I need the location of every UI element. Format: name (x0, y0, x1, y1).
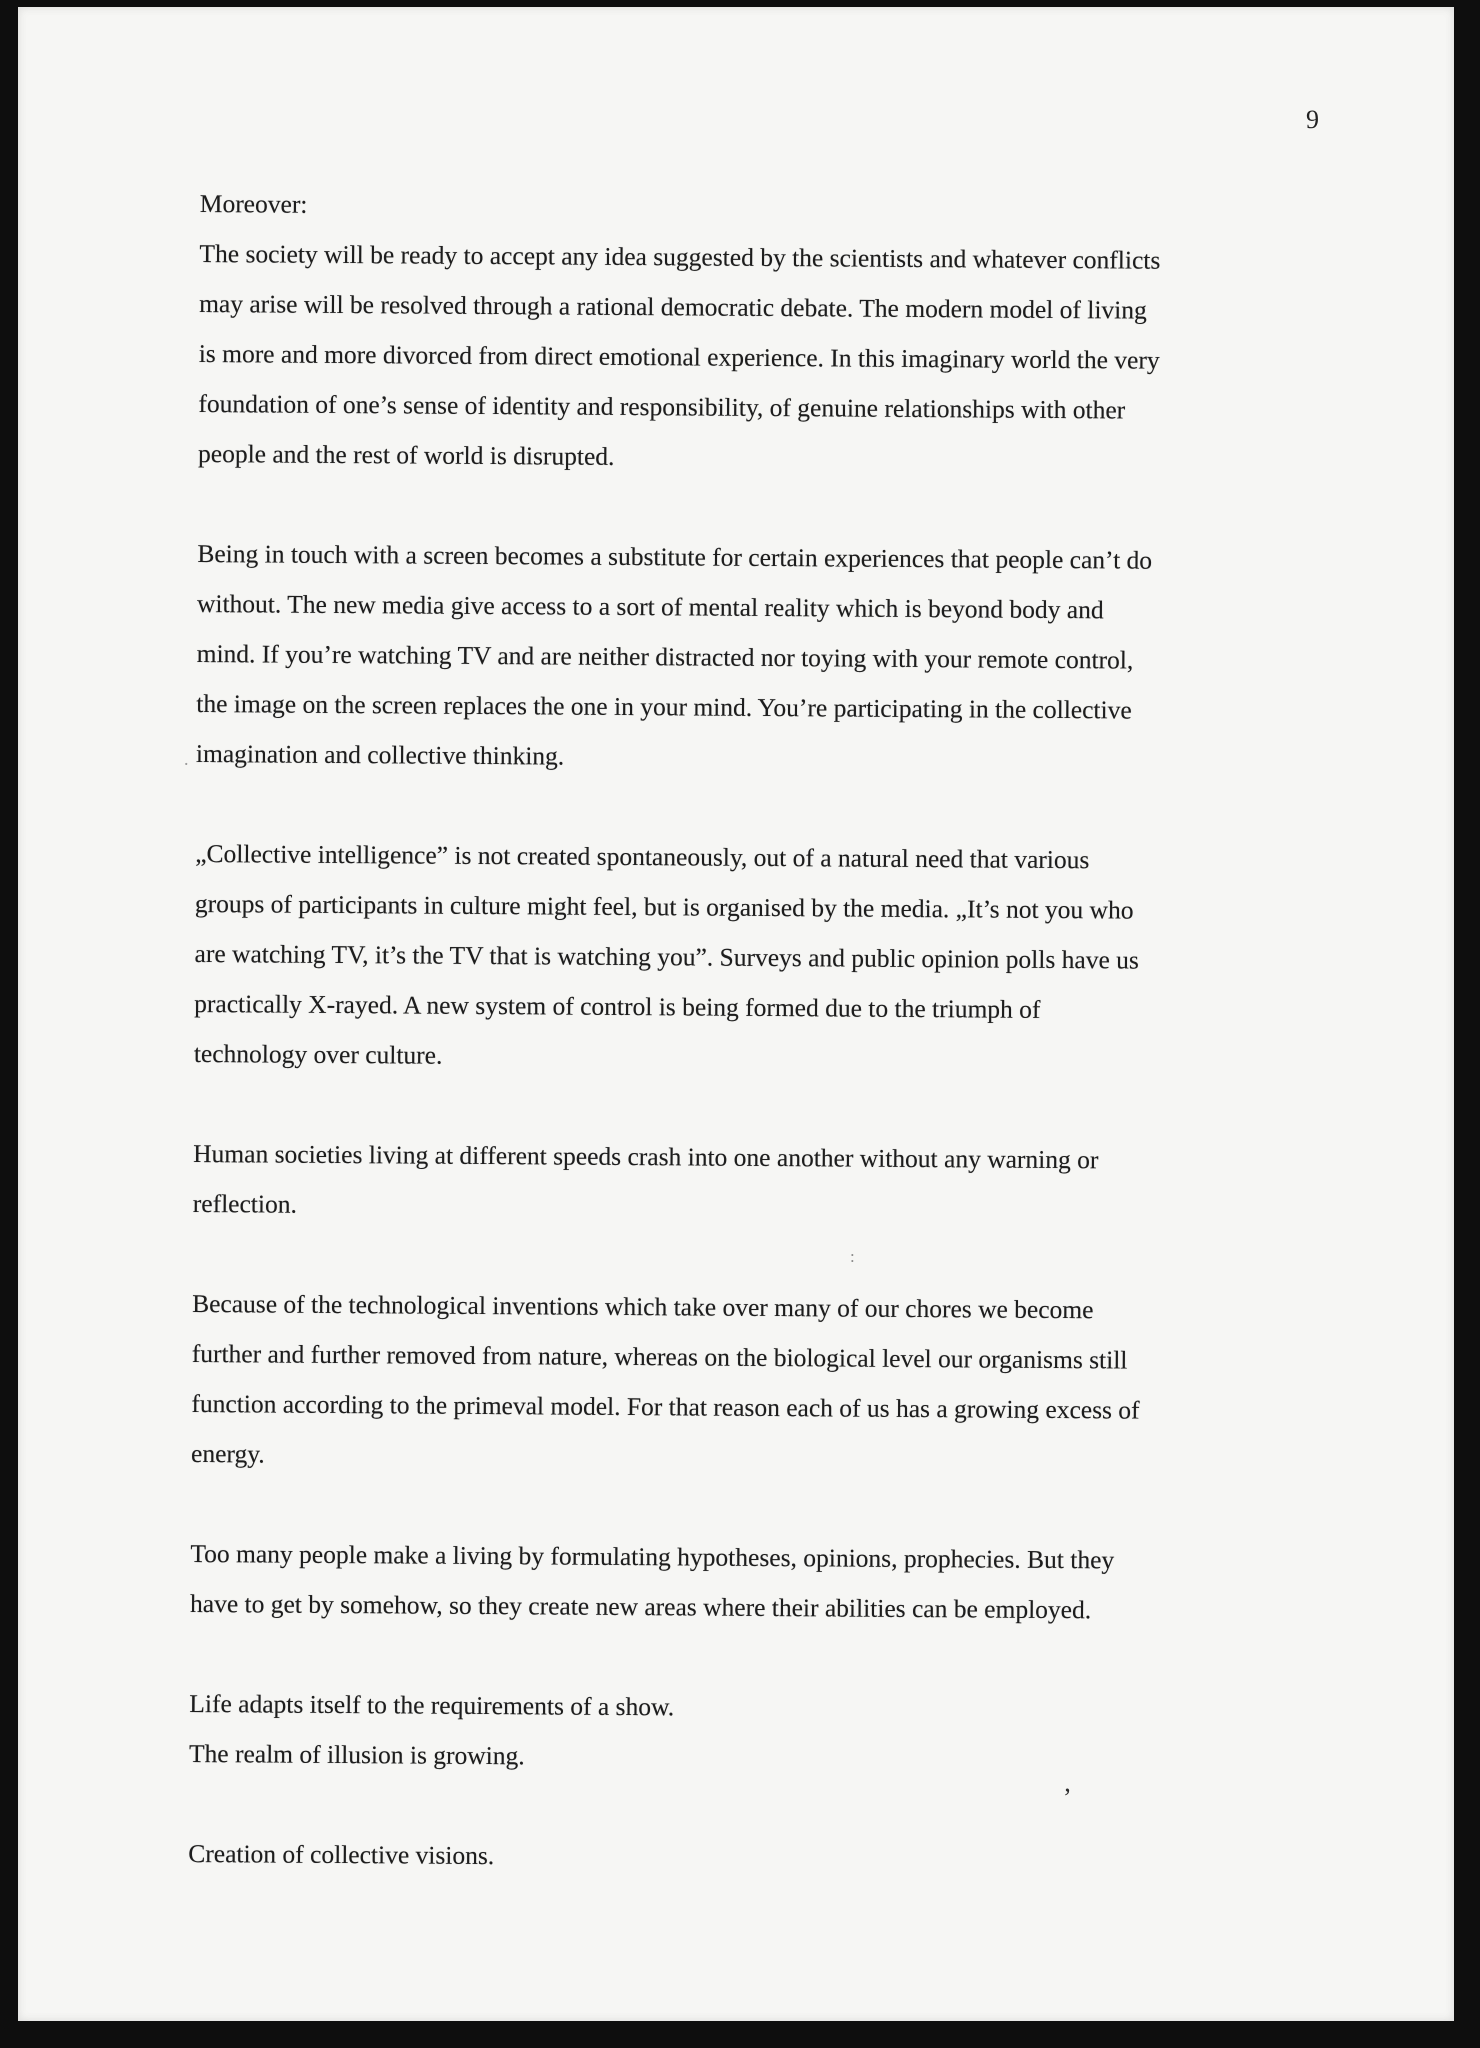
text-block (188, 179, 1360, 1937)
text-line: The realm of illusion is growing. (188, 1738, 525, 1771)
text-line: technology over culture. (193, 1038, 443, 1070)
page-number: 9 (1306, 105, 1319, 134)
paragraph (196, 529, 1358, 787)
text-line: is more and more divorced from direct emotional experience. In this imaginary world the very (198, 338, 1160, 375)
paragraph (191, 1279, 1352, 1487)
scan-artifact-apostrophe: ’ (1063, 1783, 1072, 1812)
paragraph (200, 179, 1360, 237)
text-line: people and the rest of world is disrupted. (197, 438, 615, 471)
text-line: without. The new media give access to a sort of mental reality which is beyond body and (196, 588, 1104, 625)
text-line: foundation of one’s sense of identity and responsibility, of genuine relationships with other (198, 388, 1126, 425)
text-line: are watching TV, it’s the TV that is watching you”. Surveys and public opinion polls have us (194, 938, 1139, 975)
text-line: groups of participants in culture might feel, but is organised by the media. „It’s not you who (194, 888, 1134, 925)
text-line: may arise will be resolved through a rational democratic debate. The modern model of living (199, 288, 1147, 325)
text-line: „Collective intelligence” is not created spontaneously, out of a natural need that various (195, 838, 1090, 875)
text-line: Life adapts itself to the requirements of a show. (189, 1688, 675, 1722)
scan-artifact-colon: : (850, 1247, 855, 1266)
text-line: energy. (191, 1438, 265, 1469)
text-line: have to get by somehow, so they create new areas where their abilities can be employed. (189, 1588, 1092, 1625)
text-line: further and further removed from nature, whereas on the biological level our organisms still (191, 1338, 1128, 1375)
paragraph (190, 1529, 1351, 1637)
text-line: Too many people make a living by formulating hypotheses, opinions, prophecies. But they (190, 1538, 1115, 1575)
text-line: Because of the technological inventions which take over many of our chores we become (192, 1288, 1094, 1325)
paragraph (194, 829, 1356, 1087)
text-line: reflection. (192, 1188, 298, 1219)
document-page (18, 7, 1454, 2021)
paragraph (193, 1129, 1354, 1237)
paragraph (188, 1829, 1348, 1887)
text-line: Being in touch with a screen becomes a substitute for certain experiences that people can’t do (197, 538, 1153, 575)
text-line: function according to the primeval model. For that reason each of us has a growing excess of (191, 1388, 1140, 1425)
paragraph (189, 1679, 1350, 1787)
text-line: imagination and collective thinking. (195, 738, 565, 771)
text-line: practically X-rayed. A new system of control is being formed due to the triumph of (194, 988, 1041, 1024)
paragraph (198, 229, 1360, 487)
text-line: the image on the screen replaces the one in your mind. You’re participating in the collective (196, 688, 1132, 725)
text-line: Human societies living at different speeds crash into one another without any warning or (193, 1138, 1099, 1175)
text-line: Moreover: (199, 188, 308, 219)
scan-artifact-dot: . (184, 749, 189, 769)
text-line: Creation of collective visions. (188, 1838, 495, 1871)
text-line: mind. If you’re watching TV and are neither distracted nor toying with your remote control, (196, 638, 1134, 675)
text-line: The society will be ready to accept any idea suggested by the scientists and whatever conflicts (199, 238, 1161, 275)
